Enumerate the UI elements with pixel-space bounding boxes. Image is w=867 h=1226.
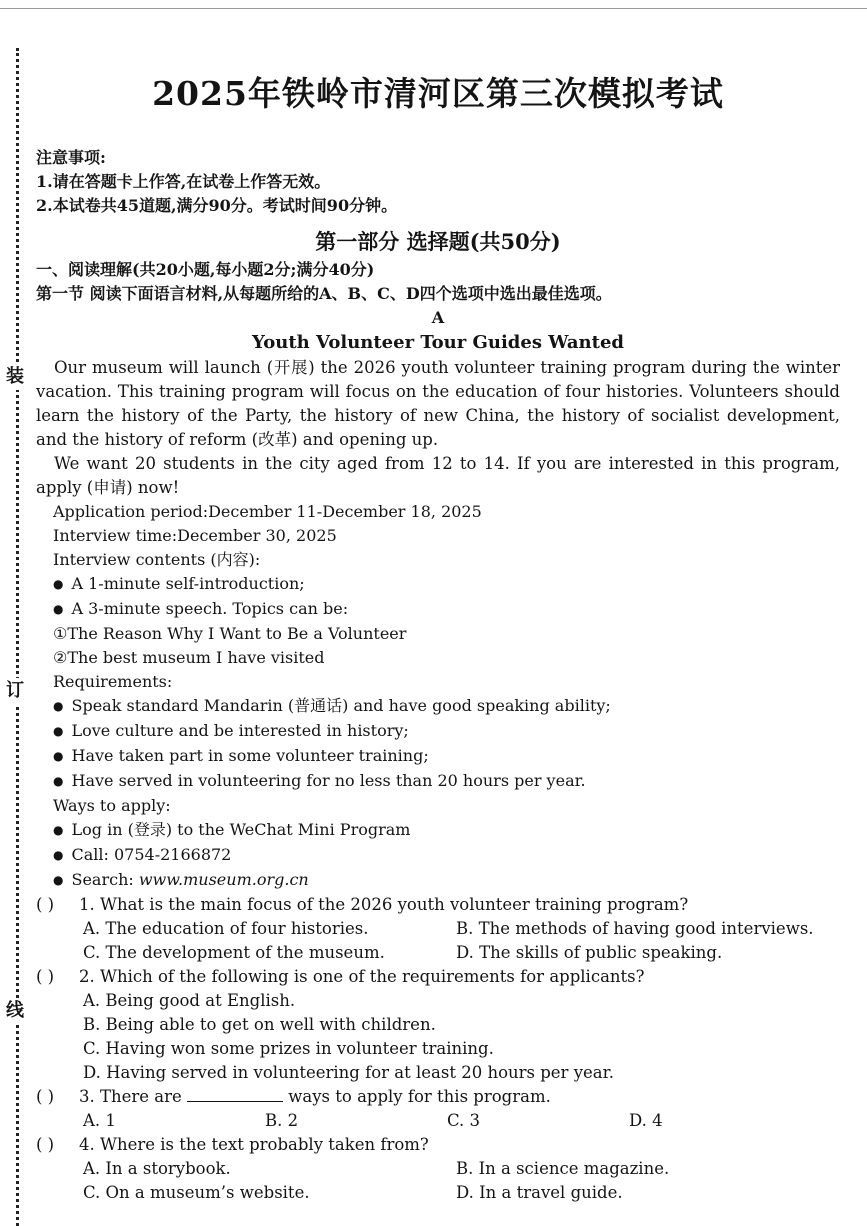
question-text: 4. Where is the text probably taken from? bbox=[79, 1135, 429, 1154]
option-a[interactable]: A. In a storybook. bbox=[83, 1159, 231, 1178]
question-text: 3. There are bbox=[79, 1087, 188, 1106]
option-d[interactable]: D. The skills of public speaking. bbox=[456, 943, 723, 962]
way-item-search bbox=[36, 868, 840, 893]
option-a[interactable]: A. Being good at English. bbox=[83, 991, 296, 1010]
requirements-label: Requirements: bbox=[53, 672, 173, 691]
answer-paren[interactable]: ( ) bbox=[36, 1135, 55, 1154]
option-d[interactable]: D. In a travel guide. bbox=[456, 1183, 623, 1202]
answer-paren[interactable]: ( ) bbox=[36, 1087, 55, 1106]
question-text: 1. What is the main focus of the 2026 youth volunteer training program? bbox=[79, 895, 689, 914]
options-row bbox=[36, 1181, 840, 1205]
option-b[interactable]: B. In a science magazine. bbox=[456, 1159, 670, 1178]
options-row bbox=[36, 917, 840, 941]
museum-url: www.museum.org.cn bbox=[138, 870, 309, 889]
requirement-item: ● Have served in volunteering for no less than 20 hours per year. bbox=[36, 769, 840, 794]
option-c[interactable]: C. On a museum’s website. bbox=[83, 1183, 310, 1202]
requirement-item: ● Have taken part in some volunteer training; bbox=[36, 744, 840, 769]
interview-contents-label: Interview contents (内容): bbox=[53, 550, 261, 569]
binding-mark-ding: 订 bbox=[6, 678, 24, 704]
question-text: 2. Which of the following is one of the requirements for applicants? bbox=[79, 967, 645, 986]
option-d[interactable]: D. 4 bbox=[629, 1111, 663, 1130]
fill-blank bbox=[187, 1087, 283, 1102]
requirement-item: ● Love culture and be interested in history; bbox=[36, 719, 840, 744]
answer-paren[interactable]: ( ) bbox=[36, 895, 55, 914]
option-b[interactable]: B. 2 bbox=[265, 1111, 299, 1130]
interview-time: Interview time:December 30, 2025 bbox=[53, 526, 337, 545]
way-item: ● Log in (登录) to the WeChat Mini Program bbox=[36, 818, 840, 843]
requirement-item: ● Speak standard Mandarin (普通话) and have good speaking ability; bbox=[36, 694, 840, 719]
question-3 bbox=[36, 1085, 840, 1109]
part-title: 第一部分 选择题(共50分) bbox=[315, 229, 561, 254]
interview-item: ● A 1-minute self-introduction; bbox=[36, 572, 840, 597]
application-period: Application period:December 11-December 18, 2025 bbox=[53, 502, 482, 521]
binding-mark-xian: 线 bbox=[6, 998, 24, 1024]
passage-paragraph: Our museum will launch (开展) the 2026 youth volunteer training program during the winter vacation. This training program will focus on the education of four histories. Volunteers should learn the history of the Party, the history of new China, the history of socialist development, and the history of reform (改革) and opening up. bbox=[36, 358, 840, 449]
options-row bbox=[36, 941, 840, 965]
way-item: ● Call: 0754-2166872 bbox=[36, 843, 840, 868]
note-item: 2.本试卷共45道题,满分90分。考试时间90分钟。 bbox=[36, 196, 398, 215]
top-border bbox=[0, 8, 867, 9]
question-text-after: ways to apply for this program. bbox=[283, 1087, 551, 1106]
notes-heading: 注意事项: bbox=[36, 148, 106, 167]
section-instruction: 第一节 阅读下面语言材料,从每题所给的A、B、C、D四个选项中选出最佳选项。 bbox=[36, 284, 612, 303]
option-c[interactable]: C. 3 bbox=[447, 1111, 481, 1130]
option-b[interactable]: B. Being able to get on well with children. bbox=[83, 1015, 436, 1034]
option-a[interactable]: A. 1 bbox=[83, 1111, 116, 1130]
binding-mark-zhuang: 装 bbox=[6, 364, 24, 390]
passage-paragraph: We want 20 students in the city aged from 12 to 14. If you are interested in this program, apply (申请) now! bbox=[36, 454, 840, 497]
option-a[interactable]: A. The education of four histories. bbox=[83, 919, 369, 938]
option-b[interactable]: B. The methods of having good interviews. bbox=[456, 919, 814, 938]
note-item: 1.请在答题卡上作答,在试卷上作答无效。 bbox=[36, 172, 331, 191]
answer-paren[interactable]: ( ) bbox=[36, 967, 55, 986]
option-c[interactable]: C. The development of the museum. bbox=[83, 943, 385, 962]
binding-dotted-line bbox=[16, 48, 19, 1226]
ways-label: Ways to apply: bbox=[53, 796, 171, 815]
options-row bbox=[36, 1109, 840, 1133]
exam-page bbox=[36, 70, 840, 1205]
exam-title: 2025年铁岭市清河区第三次模拟考试 bbox=[152, 74, 724, 113]
option-c[interactable]: C. Having won some prizes in volunteer training. bbox=[83, 1039, 494, 1058]
question-1 bbox=[36, 893, 840, 917]
passage-letter: A bbox=[431, 308, 445, 327]
question-2 bbox=[36, 965, 840, 989]
question-4 bbox=[36, 1133, 840, 1157]
options-row bbox=[36, 1157, 840, 1181]
passage-title: Youth Volunteer Tour Guides Wanted bbox=[251, 332, 624, 353]
speech-topic: ①The Reason Why I Want to Be a Volunteer bbox=[53, 624, 407, 643]
option-d[interactable]: D. Having served in volunteering for at least 20 hours per year. bbox=[83, 1063, 614, 1082]
interview-item: ● A 3-minute speech. Topics can be: bbox=[36, 597, 840, 622]
speech-topic: ②The best museum I have visited bbox=[53, 648, 325, 667]
section-title: 一、阅读理解(共20小题,每小题2分;满分40分) bbox=[36, 260, 375, 279]
search-label: Search: bbox=[71, 870, 139, 889]
